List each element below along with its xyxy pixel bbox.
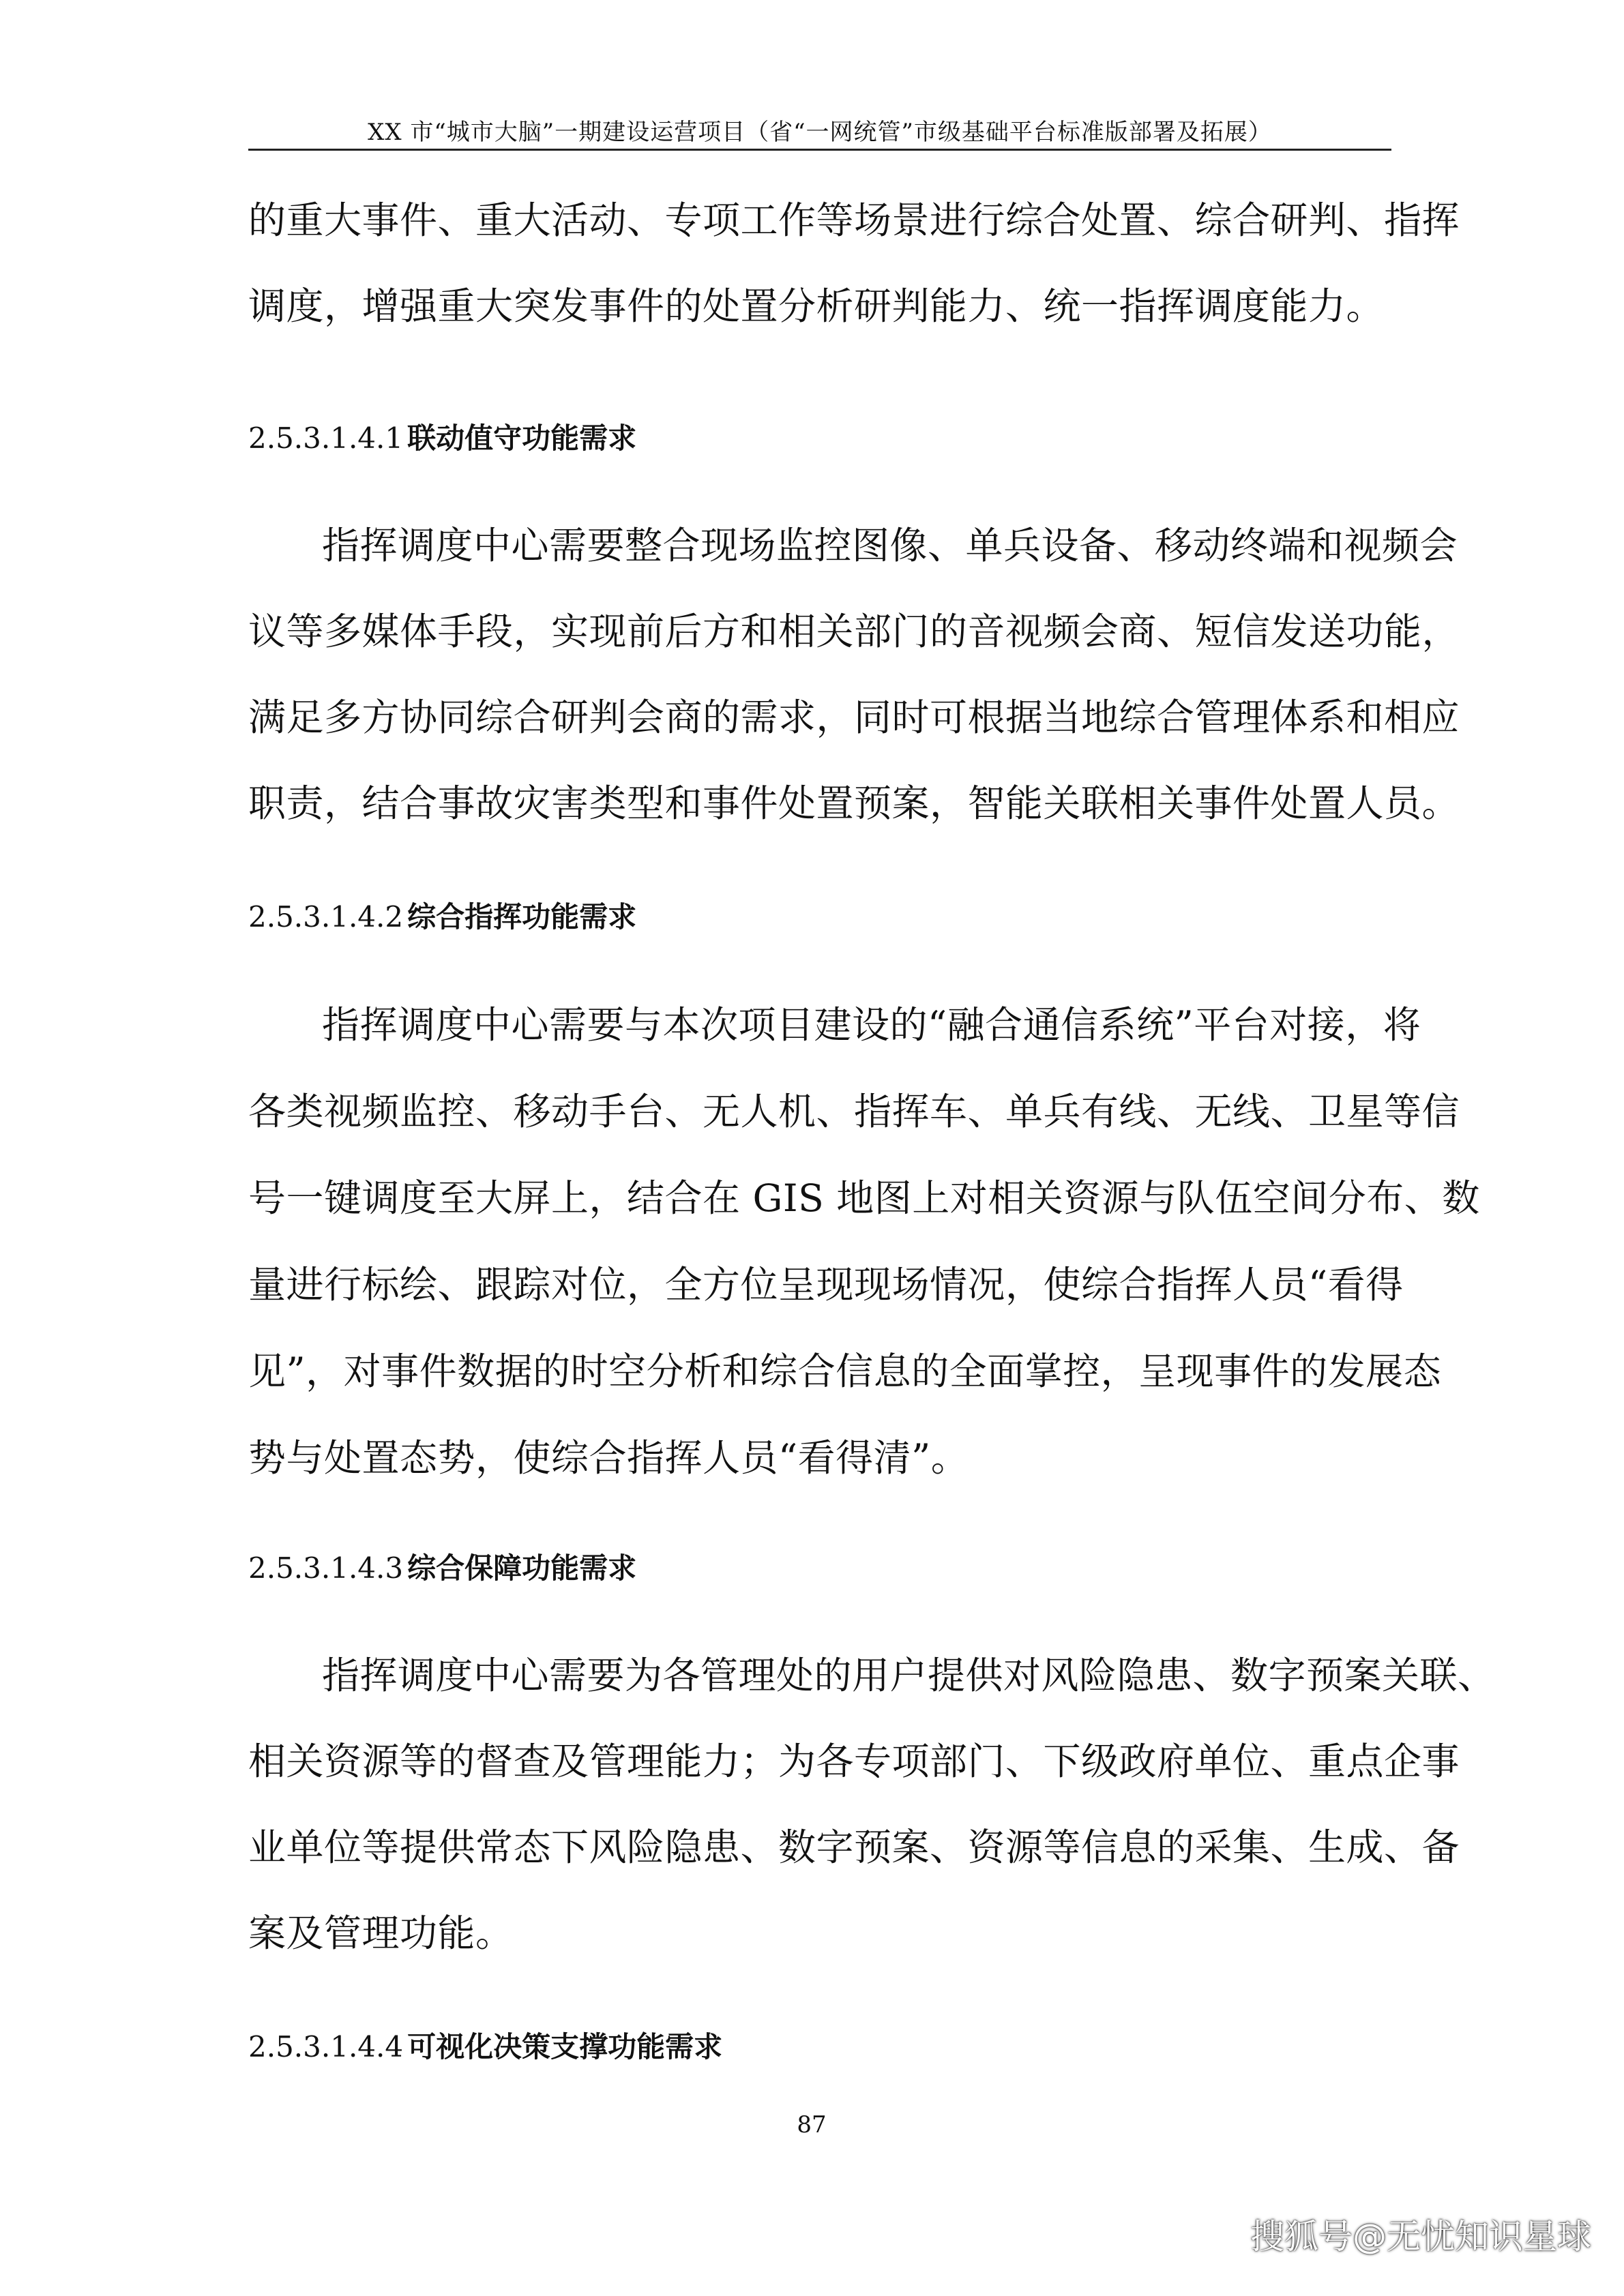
paragraph-line: 指挥调度中心需要为各管理处的用户提供对风险隐患、数字预案关联、 <box>322 1654 1496 1697</box>
paragraph-line: 势与处置态势，使综合指挥人员“看得清”。 <box>248 1436 969 1480</box>
paragraph-line: 业单位等提供常态下风险隐患、数字预案、资源等信息的采集、生成、备 <box>248 1825 1460 1869</box>
paragraph-line: 指挥调度中心需要与本次项目建设的“融合通信系统”平台对接，将 <box>322 1003 1421 1047</box>
section-number: 2.5.3.1.4.1 <box>248 421 404 455</box>
section-number: 2.5.3.1.4.4 <box>248 2030 404 2063</box>
paragraph-line: 指挥调度中心需要整合现场监控图像、单兵设备、移动终端和视频会 <box>322 524 1458 567</box>
paragraph-line: 职责，结合事故灾害类型和事件处置预案，智能关联相关事件处置人员。 <box>248 781 1460 825</box>
paragraph-line: 量进行标绘、跟踪对位，全方位呈现现场情况，使综合指挥人员“看得 <box>248 1263 1404 1307</box>
section-heading <box>248 899 636 936</box>
paragraph-line: 号一键调度至大屏上，结合在 GIS 地图上对相关资源与队伍空间分布、数 <box>248 1176 1480 1220</box>
section-title: 综合指挥功能需求 <box>407 900 637 934</box>
header-divider <box>248 149 1391 151</box>
section-title: 综合保障功能需求 <box>407 1551 637 1585</box>
paragraph-line: 相关资源等的督查及管理能力；为各专项部门、下级政府单位、重点企事 <box>248 1740 1460 1783</box>
page-number: 87 <box>797 2111 827 2138</box>
paragraph-line: 调度，增强重大突发事件的处置分析研判能力、统一指挥调度能力。 <box>248 284 1385 328</box>
section-heading <box>248 1550 636 1587</box>
paragraph-line: 议等多媒体手段，实现前后方和相关部门的音视频会商、短信发送功能， <box>248 610 1460 653</box>
paragraph-line: 案及管理功能。 <box>248 1911 514 1955</box>
paragraph-line: 的重大事件、重大活动、专项工作等场景进行综合处置、综合研判、指挥 <box>248 198 1460 242</box>
paragraph-line: 见”，对事件数据的时空分析和综合信息的全面掌控，呈现事件的发展态 <box>248 1350 1442 1393</box>
section-heading <box>248 420 636 457</box>
section-title: 可视化决策支撑功能需求 <box>407 2030 723 2063</box>
watermark-text: 搜狐号@无忧知识星球 <box>1250 2217 1591 2256</box>
section-number: 2.5.3.1.4.2 <box>248 900 404 934</box>
section-title: 联动值守功能需求 <box>407 421 637 455</box>
page-header: XX 市“城市大脑”一期建设运营项目（省“一网统管”市级基础平台标准版部署及拓展） <box>368 119 1272 146</box>
section-number: 2.5.3.1.4.3 <box>248 1551 404 1585</box>
paragraph-line: 各类视频监控、移动手台、无人机、指挥车、单兵有线、无线、卫星等信 <box>248 1090 1460 1133</box>
paragraph-line: 满足多方协同综合研判会商的需求，同时可根据当地综合管理体系和相应 <box>248 696 1460 739</box>
section-heading <box>248 2029 722 2066</box>
